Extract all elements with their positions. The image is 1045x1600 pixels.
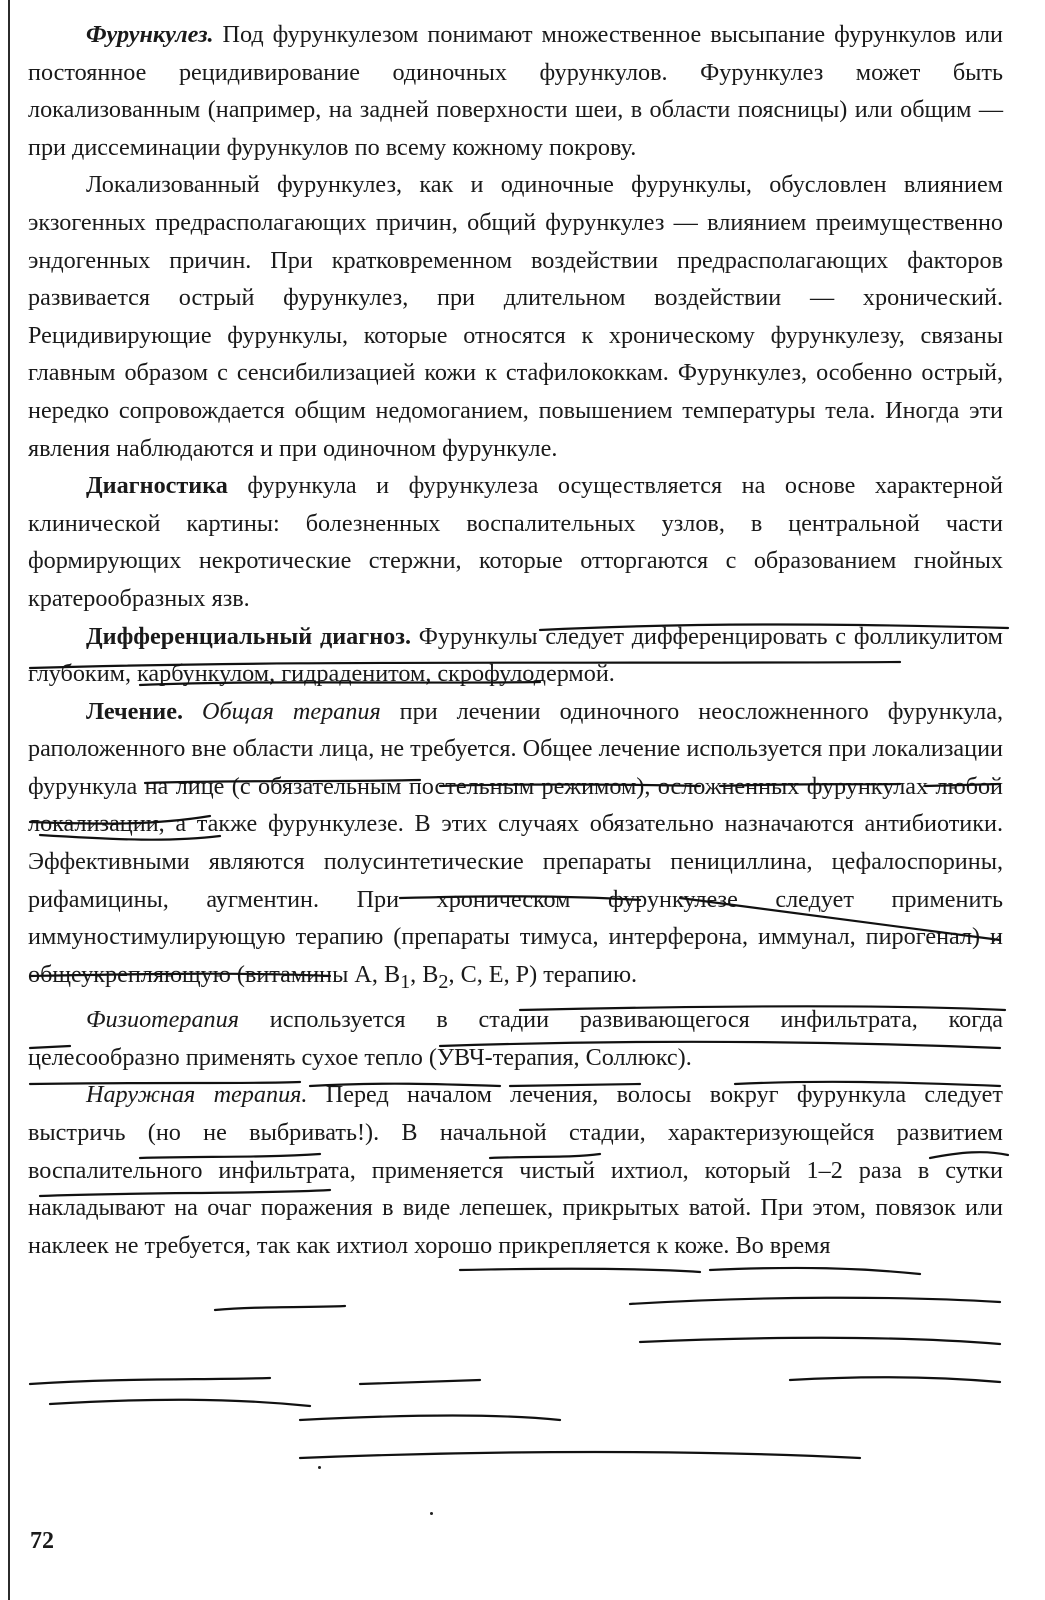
pen-underline xyxy=(300,1416,560,1421)
heading-physiotherapy: Физиотерапия xyxy=(86,1006,239,1034)
paragraph-physiotherapy xyxy=(28,1001,1003,1076)
paragraph-localized xyxy=(28,166,1003,467)
vitamin-sub-1: 1 xyxy=(400,970,411,993)
vitamins-b: , В xyxy=(410,960,439,988)
heading-external-therapy: Наружная терапия. xyxy=(86,1081,308,1109)
pen-underline xyxy=(30,1378,270,1384)
page-number: 72 xyxy=(30,1528,54,1554)
vitamins-a: А, В xyxy=(354,960,401,988)
paragraph-differential xyxy=(28,618,1003,693)
pen-underline xyxy=(630,1298,1000,1304)
paragraph-furunculosis xyxy=(28,16,1003,166)
paragraph-diagnostics xyxy=(28,467,1003,617)
page-edge-line xyxy=(8,0,10,1600)
pen-underline xyxy=(360,1380,480,1384)
paragraph-text: Под фурункулезом понимают множественное высыпание фурункулов или постоянное рецидивирование одиночных фурункулов. Фурункулез может быть локализованным (например, на задней поверхности шеи, в области поясницы) или общим — при диссеминации фурункулов по всему кожному покрову. xyxy=(28,21,1003,161)
heading-differential: Дифференциальный диагноз. xyxy=(86,622,412,650)
pen-underline xyxy=(300,1452,860,1458)
pen-underline xyxy=(460,1269,700,1272)
pen-underline xyxy=(215,1306,345,1310)
subheading-general-therapy: Общая терапия xyxy=(202,697,381,725)
heading-diagnostics: Диагностика xyxy=(86,472,228,500)
pen-underline xyxy=(790,1377,1000,1382)
heading-treatment: Лечение. xyxy=(86,697,184,725)
pen-underline xyxy=(710,1268,920,1274)
paragraph-text: Фурункулы следует дифференцировать с фолликулитом глубоким, карбункулом, гидраденитом, скрофулодермой. xyxy=(28,622,1003,688)
paragraph-external-therapy xyxy=(28,1076,1003,1264)
heading-furunculosis: Фурункулез. xyxy=(86,21,214,48)
ink-dot xyxy=(430,1512,433,1515)
pen-underline xyxy=(640,1338,1000,1344)
paragraph-treatment xyxy=(28,693,1003,1002)
paragraph-text: используется в стадии развивающегося инфильтрата, когда целесообразно применять сухое тепло (УВЧ-терапия, Соллюкс). xyxy=(28,1006,1003,1071)
paragraph-text: фурункула и фурункулеза осуществляется на основе характерной клинической картины: болезненных воспалительных узлов, в центральной части формирующих некротические стержни, которые отторгаются с образованием гнойных кратерообразных язв. xyxy=(28,472,1003,612)
pen-underline xyxy=(50,1400,310,1406)
paragraph-text: Локализованный фурункулез, как и одиночные фурункулы, обусловлен влиянием экзогенных предрасполагающих причин, общий фурункулез — влиянием преимущественно эндогенных причин. При кратковременном воздействии предрасполагающих факторов развивается острый фурункулез, при длительном воздействии — хронический. Рецидивирующие фурункулы, которые относятся к хроническому фурункулезу, связаны главным образом с сенсибилизацией кожи к стафилококкам. Фурункулез, особенно острый, нередко сопровождается общим недомоганием, повышением температуры тела. Иногда эти явления наблюдаются и при одиночном фурункуле. xyxy=(28,171,1003,462)
vitamins-c: , С, Е, Р) xyxy=(448,960,538,988)
paragraph-text: Перед началом лечения, волосы вокруг фурункула следует выстричь (но не выбривать!). В начальной стадии, характеризующейся развитием воспалительного инфильтрата, применяется чистый ихтиол, который 1–2 раза в сутки накладывают на очаг поражения в виде лепешек, прикрытых ватой. При этом, повязок или наклеек не требуется, так как ихтиол хорошо прикрепляется к коже. Во время xyxy=(28,1081,1003,1259)
vitamin-sub-2: 2 xyxy=(438,970,449,993)
ink-dot xyxy=(318,1466,321,1469)
vitamins-tail: терапию. xyxy=(537,960,638,988)
paragraph-text: при лечении одиночного неосложненного фурункула, раположенного вне области лица, не требуется. Общее лечение используется при локализации фурункула на лице (с обязательным постельным режимом), осложненных фурункулах любой локализации, а также фурункулезе. В этих случаях обязательно назначаются антибиотики. Эффективными являются полусинтетические препараты пенициллина, цефалоспорины, рифамицины, аугментин. При хроническом фурункулезе следует применить иммуностимулирующую терапию (препараты тимуса, интерферона, иммунал, пирогенал) и общеукрепляющую (витамины xyxy=(28,697,1003,988)
text-block xyxy=(28,16,1003,1264)
